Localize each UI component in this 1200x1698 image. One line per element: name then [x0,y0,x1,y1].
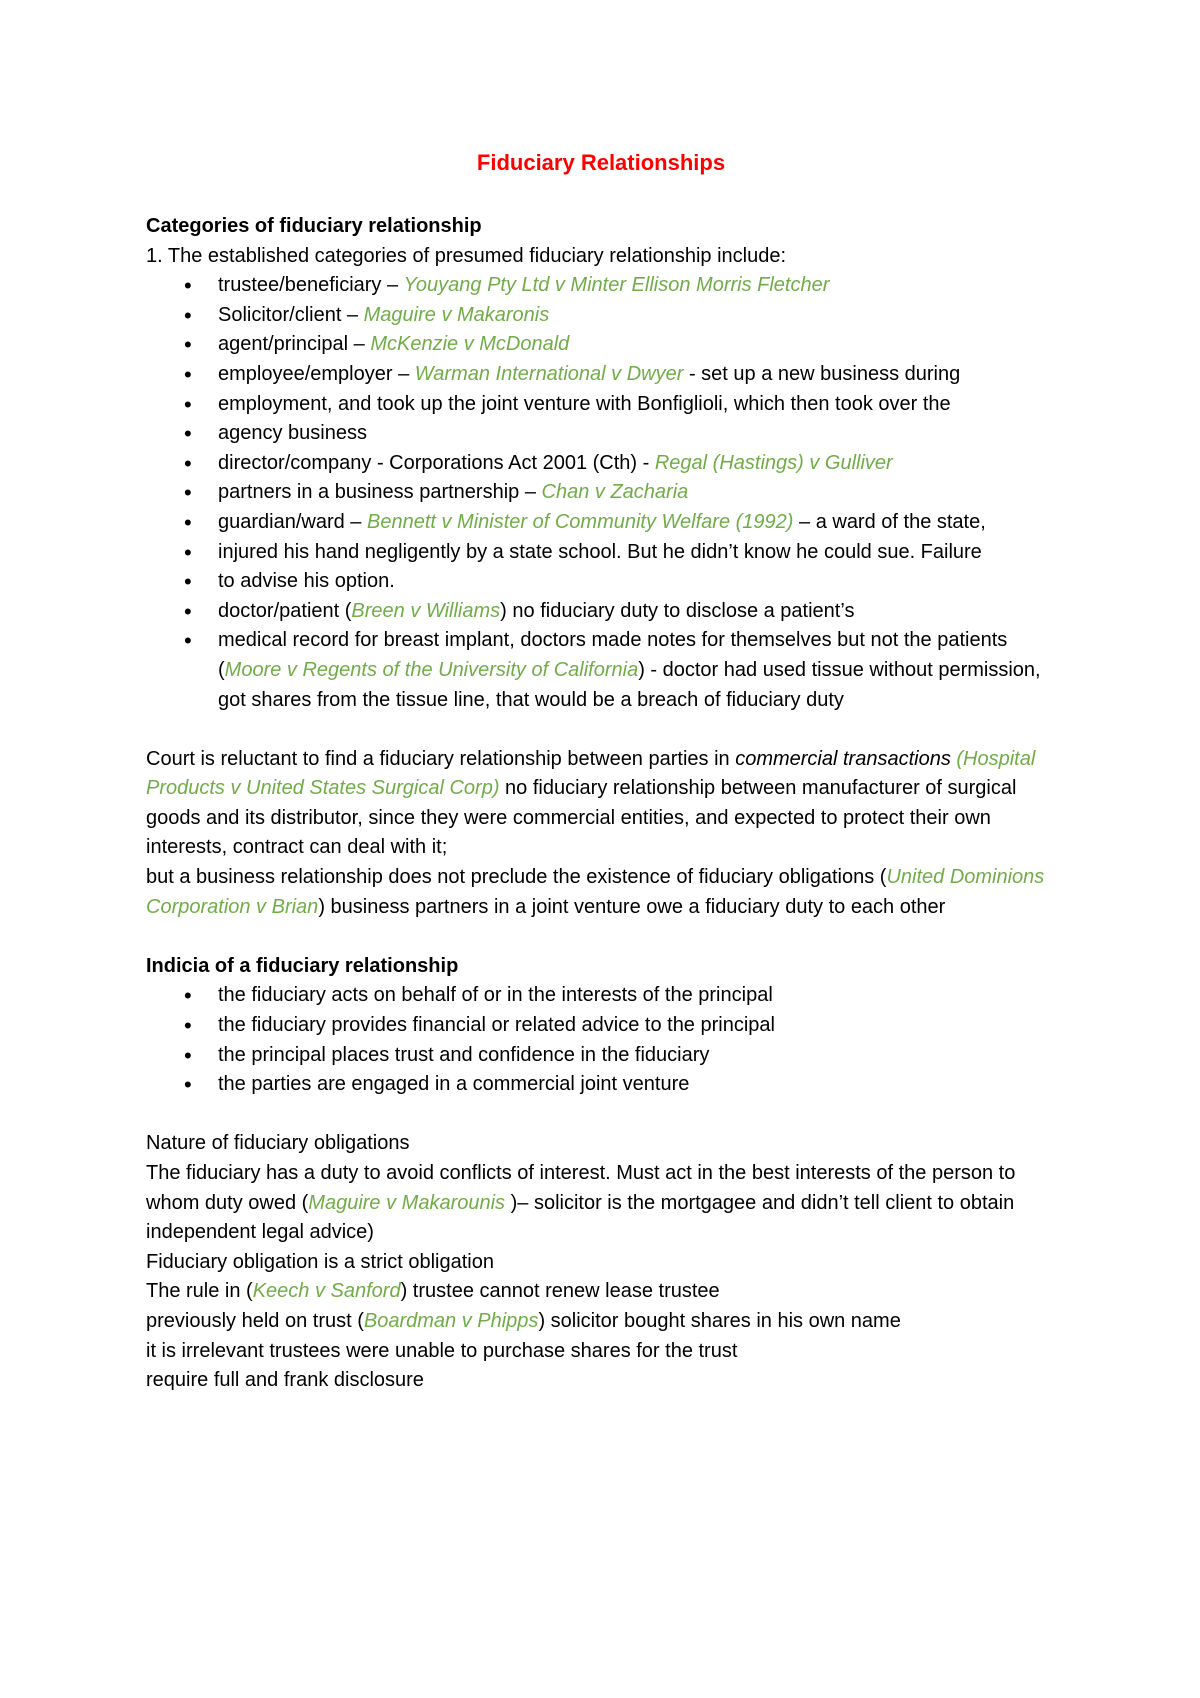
list-item: • the principal places trust and confidence in the fiduciary [146,1041,1066,1071]
nature-line: previously held on trust (Boardman v Phipps) solicitor bought shares in his own name [146,1309,901,1332]
section-heading-categories: Categories of fiduciary relationship [146,215,482,237]
case-citation: Moore v Regents of the University of California [224,658,639,681]
list-item: • director/company - Corporations Act 2001 (Cth) - Regal (Hastings) v Gulliver [146,449,1066,479]
business-paragraph: but a business relationship does not preclude the existence of fiduciary obligations (United Dominions Corporation v Brian) business partners in a joint venture owe a fiduciary duty to each other [146,866,1045,918]
list-item: • injured his hand negligently by a state school. But he didn’t know he could sue. Failure [146,538,1066,568]
list-item: • the fiduciary provides financial or related advice to the principal [146,1011,1066,1041]
nature-line: require full and frank disclosure [146,1369,424,1392]
case-citation: Warman International v Dwyer [414,362,684,385]
nature-line: Fiduciary obligation is a strict obligation [146,1250,494,1273]
section-heading-nature: Nature of fiduciary obligations [146,1132,410,1155]
nature-line: The rule in (Keech v Sanford) trustee cannot renew lease trustee [146,1280,720,1303]
list-item: • the parties are engaged in a commercial joint venture [146,1070,1066,1100]
italic-term: commercial transactions [735,747,951,770]
list-item: • Solicitor/client – Maguire v Makaronis [146,301,1066,331]
case-citation: Youyang Pty Ltd v Minter Ellison Morris Fletcher [403,274,830,297]
case-citation: McKenzie v McDonald [370,333,570,356]
categories-list [146,271,1066,715]
case-citation: (Hospital Products v United States Surgical Corp) [146,747,1036,800]
case-citation: Boardman v Phipps [363,1309,539,1332]
nature-line: it is irrelevant trustees were unable to purchase shares for the trust [146,1339,738,1362]
list-item: • trustee/beneficiary – Youyang Pty Ltd v Minter Ellison Morris Fletcher [146,271,1066,301]
list-item: • partners in a business partnership – Chan v Zacharia [146,478,1066,508]
list-item: • guardian/ward – Bennett v Minister of Community Welfare (1992) – a ward of the state, [146,508,1066,538]
case-citation: Regal (Hastings) v Gulliver [654,451,893,474]
case-citation: Maguire v Makarounis [308,1191,511,1214]
categories-intro: 1. The established categories of presumed fiduciary relationship include: [146,244,786,267]
list-item: • doctor/patient (Breen v Williams) no fiduciary duty to disclose a patient’s [146,597,1066,627]
document-title: Fiduciary Relationships [476,150,726,175]
list-item: • medical record for breast implant, doctors made notes for themselves but not the patients (Moore v Regents of the University of California) - doctor had used tissue without permission, got shares from the tissue line, that would be a breach of fiduciary duty [146,626,1066,715]
list-item: • the fiduciary acts on behalf of or in the interests of the principal [146,981,1066,1011]
indicia-list [146,981,1066,1099]
list-item: • agent/principal – McKenzie v McDonald [146,330,1066,360]
case-citation: Maguire v Makaronis [363,303,550,326]
case-citation: Chan v Zacharia [541,481,689,504]
case-citation: United Dominions Corporation v Brian [146,866,1045,918]
nature-line: The fiduciary has a duty to avoid conflicts of interest. Must act in the best interests of the person to whom duty owed (Maguire v Makarounis )– solicitor is the mortgagee and didn’t tell client to obtain independent legal advice) [146,1162,1016,1244]
document-body [146,212,1066,1396]
list-item: • employment, and took up the joint venture with Bonfiglioli, which then took over the [146,390,1066,420]
case-citation: Keech v Sanford [252,1280,401,1303]
list-item: • agency business [146,419,1066,449]
case-citation: Bennett v Minister of Community Welfare (1992) [366,510,794,533]
commercial-paragraph: Court is reluctant to find a fiduciary relationship between parties in commercial transactions (Hospital Products v United States Surgical Corp) no fiduciary relationship between manufacturer of surgical goods and its distributor, since they were commercial entities, and expected to protect their own interests, contract can deal with it; [146,747,1036,859]
list-item: • employee/employer – Warman International v Dwyer - set up a new business during [146,360,1066,390]
list-item: • to advise his option. [146,567,1066,597]
case-citation: Breen v Williams [351,599,501,622]
section-heading-indicia: Indicia of a fiduciary relationship [146,954,459,977]
